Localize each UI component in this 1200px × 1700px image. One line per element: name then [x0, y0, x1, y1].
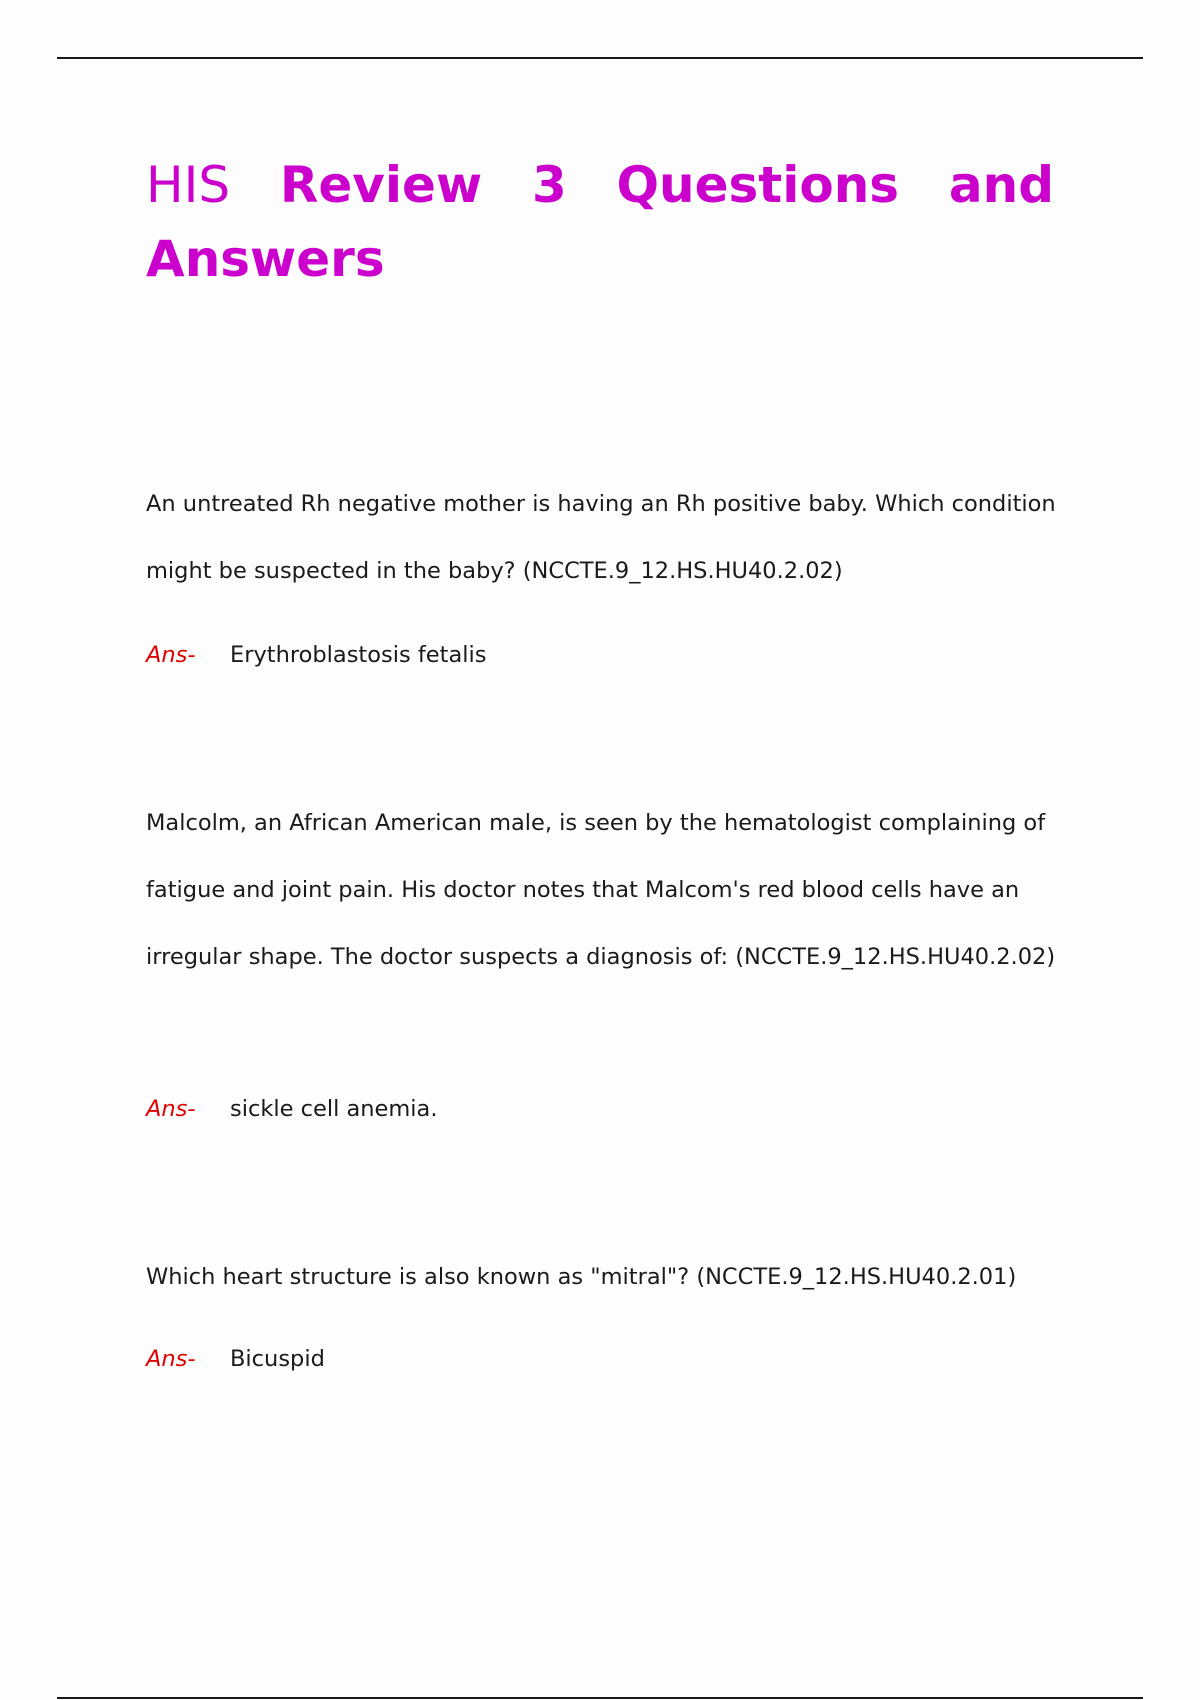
title-block	[146, 148, 1054, 296]
answer-text: Bicuspid	[230, 1346, 325, 1372]
answer-label: Ans-	[146, 642, 196, 668]
top-rule	[57, 57, 1143, 59]
title-word: 3	[531, 156, 567, 214]
answer-text: sickle cell anemia.	[230, 1096, 438, 1122]
question-text: An untreated Rh negative mother is having an Rh positive baby. Which condition might be suspected in the baby? (NCCTE.9_12.HS.HU40.2.02)	[146, 491, 1056, 584]
title-word: Review	[279, 156, 483, 214]
title-word: HIS	[146, 156, 231, 214]
title-line-2: Answers	[146, 230, 385, 288]
answer-row	[146, 640, 486, 670]
answer-row	[146, 1094, 438, 1124]
question-text: Malcolm, an African American male, is seen by the hematologist complaining of fatigue and joint pain. His doctor notes that Malcom's red blood cells have an irregular shape. The doctor suspects a diagnosis of: (NCCTE.9_12.HS.HU40.2.02)	[146, 810, 1056, 970]
answer-label: Ans-	[146, 1346, 196, 1372]
title-word: Questions	[616, 156, 900, 214]
answer-row	[146, 1344, 325, 1374]
title-word: and	[948, 156, 1054, 214]
answer-text: Erythroblastosis fetalis	[230, 642, 487, 668]
question-text: Which heart structure is also known as "mitral"? (NCCTE.9_12.HS.HU40.2.01)	[146, 1264, 1017, 1290]
page-title	[146, 148, 1054, 296]
answer-label: Ans-	[146, 1096, 196, 1122]
bottom-rule	[57, 1697, 1143, 1699]
title-line-1	[146, 148, 1054, 222]
